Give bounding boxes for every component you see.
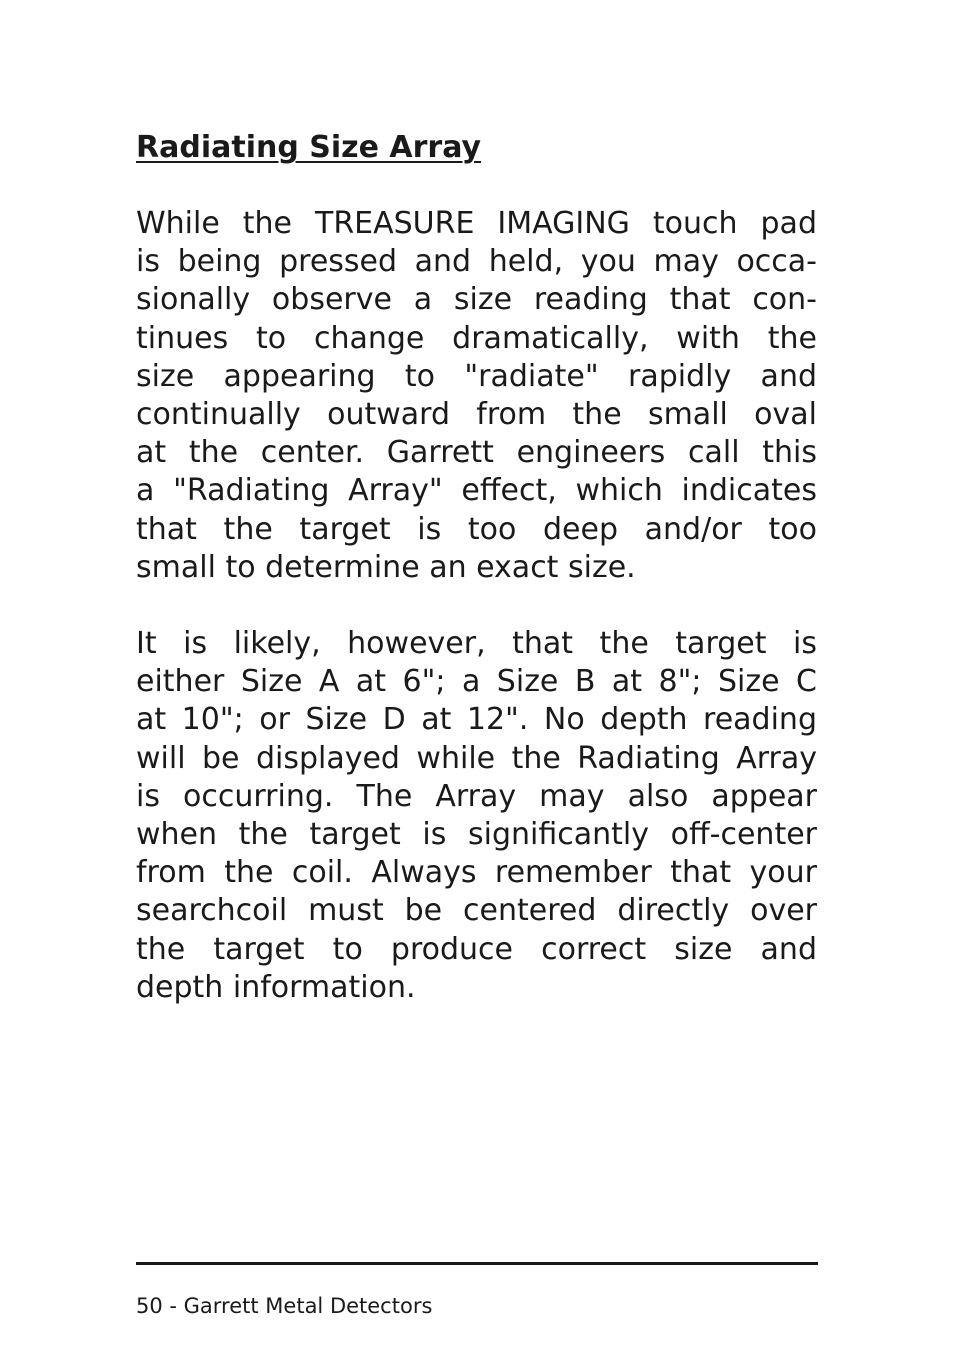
paragraph-1 — [136, 205, 817, 587]
text-line: either Size A at 6"; a Size B at 8"; Size C — [136, 664, 817, 700]
text-line: size appearing to "radiate" rapidly and — [136, 358, 817, 394]
text-line: at the center. Garrett engineers call this — [136, 435, 817, 471]
page-footer: 50 - Garrett Metal Detectors — [136, 1294, 433, 1318]
text-line: small to determine an exact size. — [136, 549, 636, 585]
text-line: depth information. — [136, 969, 416, 1005]
text-line: will be displayed while the Radiating Array — [136, 740, 817, 776]
text-line: sionally observe a size reading that con- — [136, 282, 817, 318]
text-line: a "Radiating Array" effect, which indicates — [136, 473, 817, 509]
text-line: searchcoil must be centered directly over — [136, 893, 817, 929]
text-line: when the target is significantly off-center — [136, 817, 817, 853]
section-heading: Radiating Size Array — [136, 130, 482, 165]
footer-divider — [136, 1262, 818, 1265]
text-line: While the TREASURE IMAGING touch pad — [136, 206, 817, 241]
text-line: continually outward from the small oval — [136, 397, 817, 433]
text-line: at 10"; or Size D at 12". No depth reading — [136, 702, 817, 738]
text-line: tinues to change dramatically, with the — [136, 320, 817, 356]
text-line: from the coil. Always remember that your — [136, 855, 817, 891]
text-line: is occurring. The Array may also appear — [136, 778, 817, 814]
text-line: It is likely, however, that the target is — [136, 626, 817, 661]
text-line: that the target is too deep and/or too — [136, 511, 817, 547]
paragraph-2 — [136, 625, 817, 1007]
text-line: is being pressed and held, you may occa- — [136, 244, 817, 280]
text-line: the target to produce correct size and — [136, 931, 817, 967]
